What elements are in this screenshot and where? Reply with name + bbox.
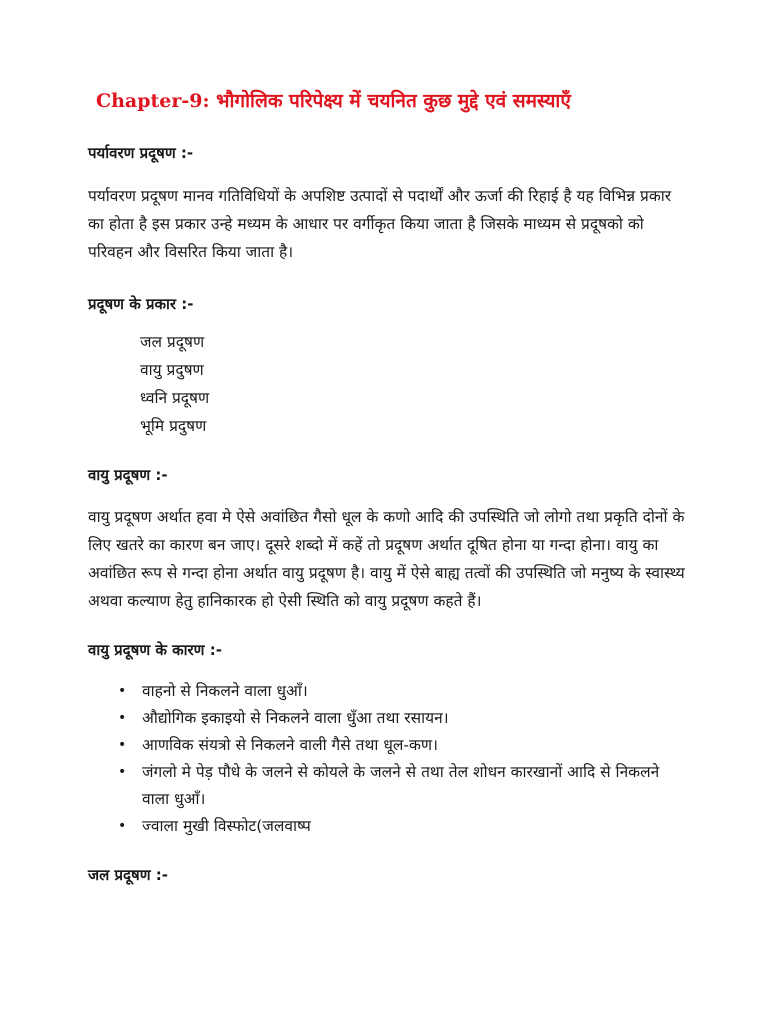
env-pollution-paragraph: पर्यावरण प्रदूषण मानव गतिविधियों के अपशिष्ट उत्पादों से पदार्थों और ऊर्जा की रिहाई है यह विभिन्न प्रकार का होता है इस प्रकार उन्हे मध्यम के आधार पर वर्गीकृत किया जाता है जिसके माध्यम से प्रदूषको को परिवहन और विसरित किया जाता है। (88, 187, 672, 261)
list-item-text: वाहनो से निकलने वाला धुआँ। (142, 682, 308, 700)
chapter-label: Chapter-9: (96, 90, 210, 112)
list-item-text: आणविक संयत्रो से निकलने वाली गैसे तथा धूल-कण। (142, 736, 438, 754)
list-item-text: ज्वाला मुखी विस्फोट(जलवाष्प (142, 817, 311, 835)
list-item: वायु प्रदुषण (140, 361, 204, 379)
list-item (118, 705, 672, 732)
list-item (118, 732, 672, 759)
bullet-icon: • (118, 764, 127, 780)
air-causes-list (118, 678, 688, 840)
bullet-icon: • (118, 710, 127, 726)
chapter-title (96, 88, 688, 114)
list-item (118, 759, 672, 813)
list-item (118, 678, 672, 705)
chapter-heading-text: भौगोलिक परिपेक्ष्य में चयनित कुछ मुद्दे एवं समस्याएँ (216, 90, 571, 112)
air-pollution-heading: वायु प्रदूषण :- (88, 466, 168, 484)
pollution-types-heading: प्रदूषण के प्रकार :- (88, 295, 194, 313)
air-pollution-paragraph: वायु प्रदूषण अर्थात हवा मे ऐसे अवांछित गैसो धूल के कणो आदि की उपस्थिति जो लोगो तथा प्रकृति दोनों के लिए खतरे का कारण बन जाए। दूसरे शब्दो में कहें तो प्रदूषण अर्थात दूषित होना या गन्दा होना। वायु का अवांछित रूप से गन्दा होना अर्थात वायु प्रदूषण है। वायु में ऐसे बाह्य तत्वों की उपस्थिति जो मनुष्य के स्वास्थ्य अथवा कल्याण हेतु हानिकारक हो ऐसी स्थिति को वायु प्रदूषण कहते हैं। (88, 508, 685, 610)
list-item (118, 813, 672, 840)
list-item: ध्वनि प्रदूषण (140, 389, 210, 407)
bullet-icon: • (118, 737, 127, 753)
air-causes-heading: वायु प्रदूषण के कारण :- (88, 641, 222, 659)
pollution-types-list (140, 328, 688, 440)
env-pollution-heading: पर्यावरण प्रदूषण :- (88, 144, 194, 162)
list-item: जल प्रदूषण (140, 333, 205, 351)
bullet-icon: • (118, 683, 127, 699)
water-pollution-heading: जल प्रदूषण :- (88, 866, 168, 884)
list-item-text: जंगलो मे पेड़ पौधे के जलने से कोयले के जलने से तथा तेल शोधन कारखानों आदि से निकलने वाला धुआँ। (142, 763, 660, 808)
bullet-icon: • (118, 818, 127, 834)
list-item: भूमि प्रदुषण (140, 417, 207, 435)
list-item-text: औद्योगिक इकाइयो से निकलने वाला धुँआ तथा रसायन। (142, 709, 449, 727)
